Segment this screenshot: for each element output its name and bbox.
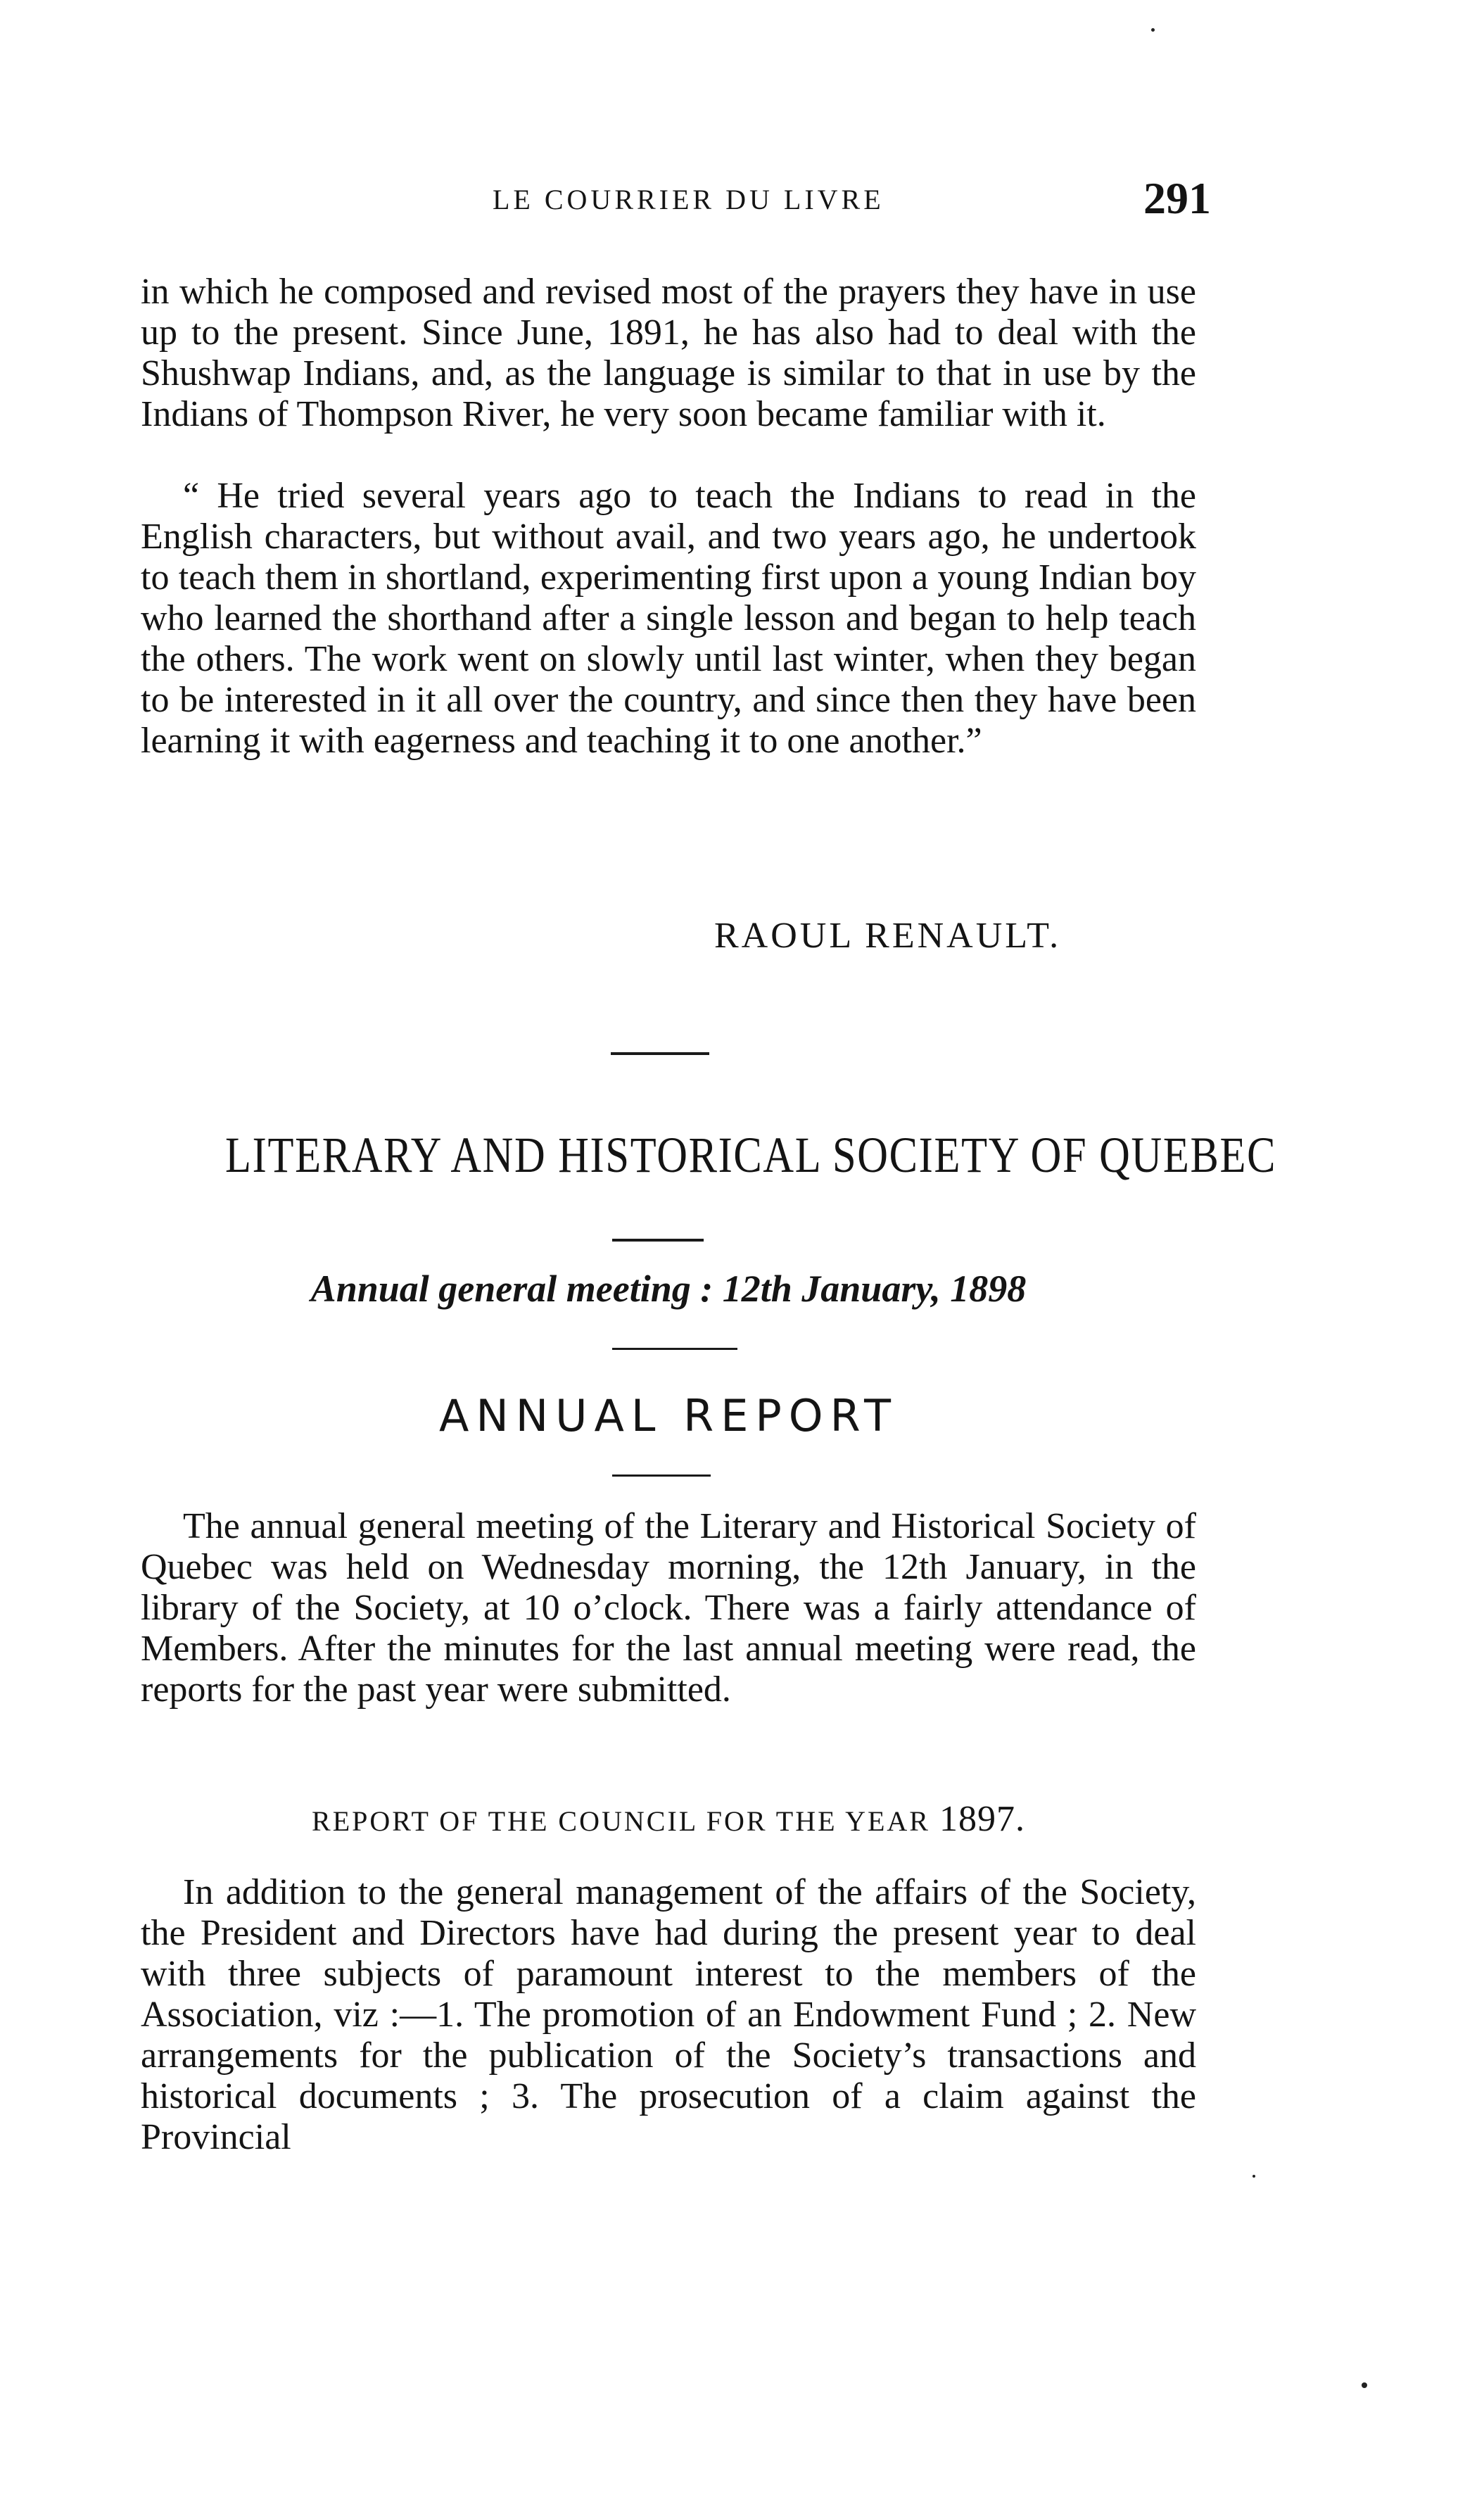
meeting-paragraph: The annual general meeting of the Literary and Historical Society of Quebec was held on Wednesday morning, the 12th January, in the library of the Society, at 10 o’clock. There was a fairly attendance of Members. After the minutes for the last annual meeting were read, the reports for the past year were submitted.	[141, 1506, 1196, 1710]
title-divider	[612, 1239, 704, 1242]
page-number: 291	[1143, 173, 1211, 223]
council-paragraph: In addition to the general management of the affairs of the Society, the President and Directors have had during the present year to deal with three subjects of paramount interest to the members of the Association, viz :—1. The promotion of an Endowment Fund ; 2. New arrangements for the publication of the Society’s transactions and historical documents ; 3. The prosecution of a claim against the Provincial	[141, 1872, 1196, 2157]
author-signature: RAOUL RENAULT.	[714, 916, 1062, 956]
council-heading-text: REPORT OF THE COUNCIL FOR THE YEAR	[312, 1805, 930, 1837]
running-header-title: LE COURRIER DU LIVRE	[493, 184, 884, 215]
council-heading-year: 1897.	[939, 1799, 1025, 1839]
section-title: LITERARY AND HISTORICAL SOCIETY OF QUEBEC	[225, 1127, 1277, 1183]
article-paragraph-2: “ He tried several years ago to teach the Indians to read in the English characters, but without avail, and two years ago, he undertook to teach them in shortland, experimenting first upon a young Indian boy who learned the shorthand after a single lesson and began to help teach the others. The work went on slowly until last winter, when they began to be interested in it all over the country, and since then they have been learning it with eagerness and teaching it to one another.”	[141, 476, 1196, 761]
paper-speck	[1151, 28, 1155, 32]
meeting-subtitle: Annual general meeting : 12th January, 1898	[310, 1268, 1027, 1310]
subtitle-divider	[612, 1348, 737, 1350]
council-report-heading	[141, 1798, 1196, 1840]
paper-speck	[1252, 2175, 1255, 2178]
paper-speck	[1362, 2382, 1367, 2388]
article-paragraph-1: in which he composed and revised most of the prayers they have in use up to the present. Since June, 1891, he has also had to deal with the Shushwap Indians, and, as the language is similar to that in use by the Indians of Thompson River, he very soon became familiar with it.	[141, 272, 1196, 434]
report-heading: ANNUAL REPORT	[438, 1390, 899, 1441]
section-divider	[611, 1052, 709, 1055]
report-divider	[612, 1474, 711, 1477]
